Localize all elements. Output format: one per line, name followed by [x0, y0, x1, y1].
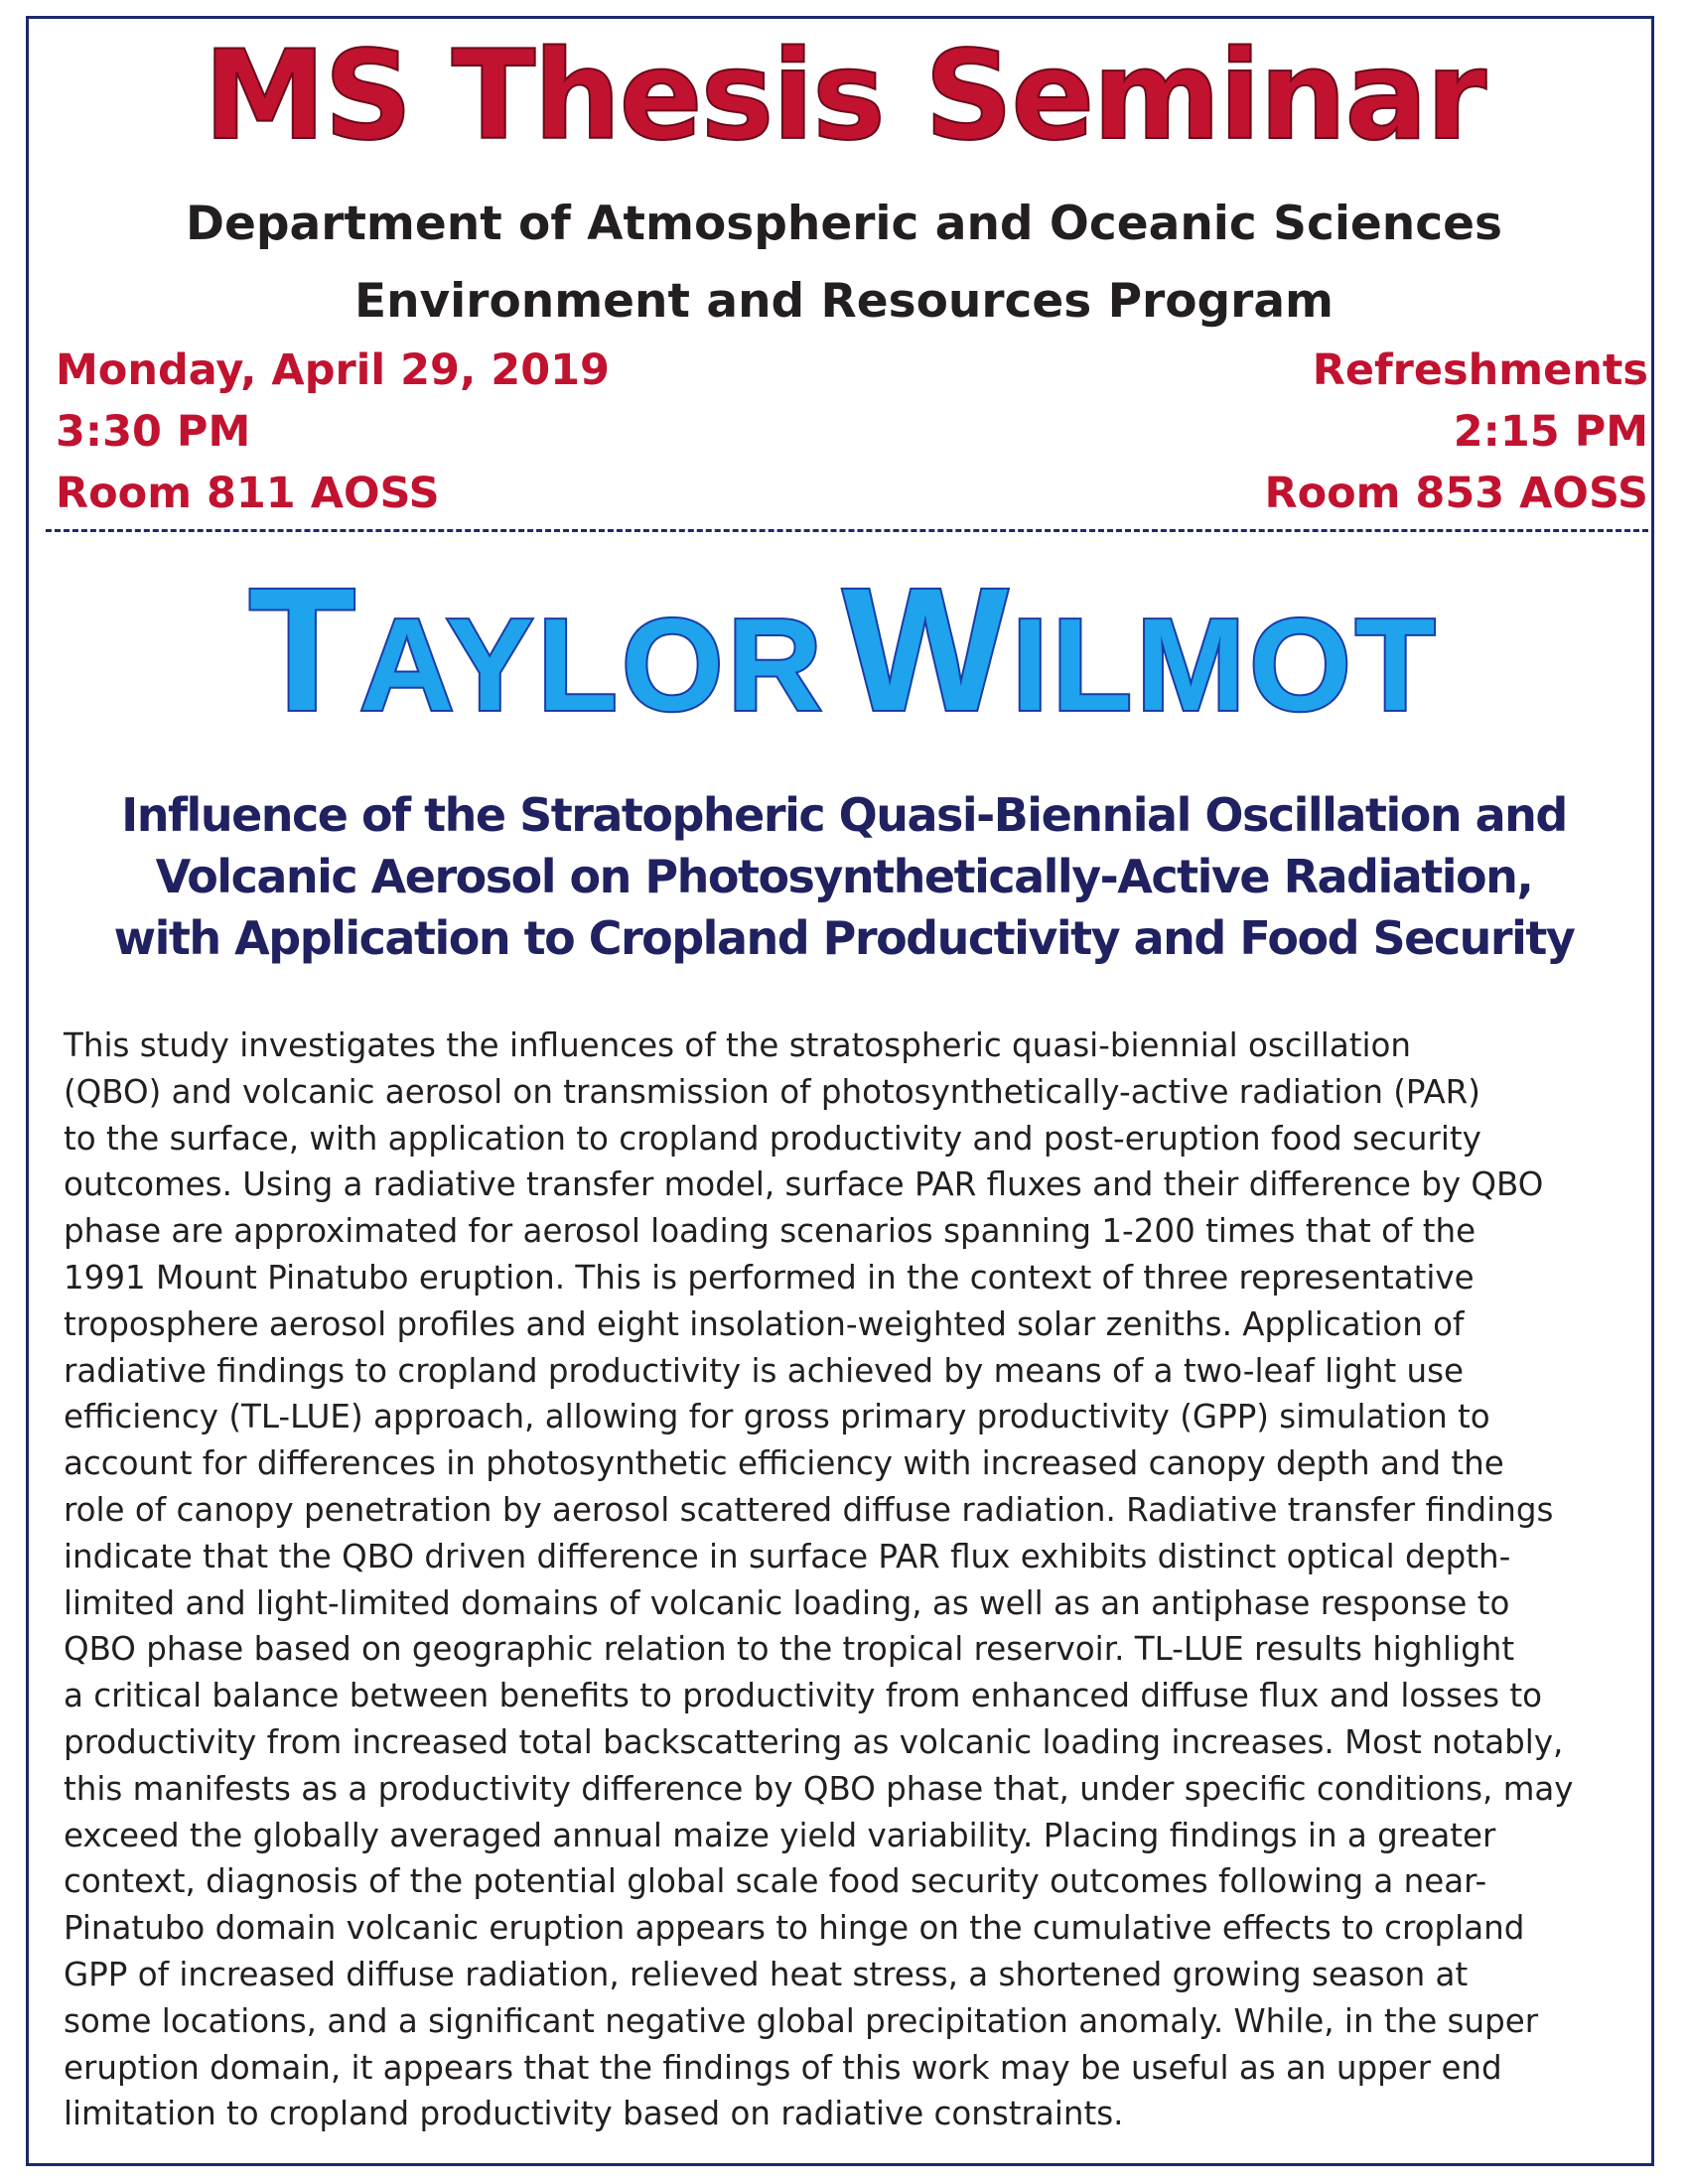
abstract-line: productivity from increased total backscattering as volcanic loading increases. Most notably,: [64, 1722, 1564, 1761]
abstract-line: indicate that the QBO driven difference in surface PAR flux exhibits distinct optical depth-: [64, 1537, 1511, 1575]
abstract-line: this manifests as a productivity difference by QBO phase that, under specific conditions, may: [64, 1769, 1574, 1808]
seminar-time: 3:30 PM: [56, 407, 251, 457]
abstract-line: limited and light-limited domains of volcanic loading, as well as an antiphase response to: [64, 1583, 1510, 1622]
abstract-line: (QBO) and volcanic aerosol on transmission of photosynthetically-active radiation (PAR): [64, 1072, 1480, 1111]
abstract-line: limitation to cropland productivity based on radiative constraints.: [64, 2095, 1124, 2133]
abstract-line: some locations, and a significant negative global precipitation anomaly. While, in the super: [64, 2001, 1539, 2040]
seminar-room: Room 811 AOSS: [56, 469, 440, 518]
abstract-line: radiative findings to cropland productivity is achieved by means of a two-leaf light use: [64, 1351, 1465, 1390]
abstract-line: a critical balance between benefits to productivity from enhanced diffuse flux and losses to: [64, 1677, 1543, 1715]
abstract-line: exceed the globally averaged annual maize yield variability. Placing findings in a greater: [64, 1816, 1496, 1854]
abstract-line: 1991 Mount Pinatubo eruption. This is performed in the context of three representative: [64, 1258, 1475, 1297]
refreshments-label: Refreshments: [1312, 345, 1648, 395]
talk-title: [60, 784, 1628, 969]
talk-title-line: with Application to Cropland Productivity and Food Security: [113, 911, 1575, 965]
abstract-line: to the surface, with application to cropland productivity and post-eruption food security: [64, 1119, 1481, 1158]
abstract-line: This study investigates the influences of the stratospheric quasi-biennial oscillation: [64, 1026, 1411, 1064]
speaker-last-initial: W: [842, 553, 1012, 748]
abstract: [64, 1023, 1652, 2137]
talk-title-line: Volcanic Aerosol on Photosynthetically-Active Radiation,: [155, 850, 1533, 903]
dashed-divider: [46, 529, 1648, 532]
refreshments-time: 2:15 PM: [1453, 407, 1648, 457]
speaker-name: [0, 541, 1688, 759]
abstract-line: context, diagnosis of the potential global scale food security outcomes following a near-: [64, 1862, 1487, 1901]
abstract-line: QBO phase based on geographic relation to the tropical reservoir. TL-LUE results highlight: [64, 1630, 1515, 1669]
abstract-line: outcomes. Using a radiative transfer model, surface PAR fluxes and their difference by QBO: [64, 1165, 1544, 1204]
talk-title-line: Influence of the Stratopheric Quasi-Biennial Oscillation and: [121, 788, 1567, 842]
abstract-line: account for differences in photosynthetic efficiency with increased canopy depth and the: [64, 1444, 1504, 1483]
refreshments-room: Room 853 AOSS: [1264, 469, 1648, 518]
abstract-line: GPP of increased diffuse radiation, relieved heat stress, a shortened growing season at: [64, 1955, 1469, 1993]
seminar-type-title: MS Thesis Seminar: [203, 25, 1485, 168]
abstract-line: eruption domain, it appears that the findings of this work may be useful as an upper end: [64, 2048, 1502, 2087]
speaker-last-rest: ILMOT: [1011, 592, 1440, 738]
program-name: Environment and Resources Program: [353, 274, 1335, 329]
abstract-line: role of canopy penetration by aerosol scattered diffuse radiation. Radiative transfer findings: [64, 1490, 1554, 1529]
abstract-line: phase are approximated for aerosol loading scenarios spanning 1-200 times that of the: [64, 1212, 1477, 1251]
department-name: Department of Atmospheric and Oceanic Sciences: [186, 197, 1502, 251]
speaker-first-rest: AYLOR: [359, 592, 826, 738]
abstract-line: troposphere aerosol profiles and eight insolation-weighted solar zeniths. Application of: [64, 1304, 1465, 1343]
speaker-first-initial: T: [248, 553, 360, 748]
abstract-line: Pinatubo domain volcanic eruption appears to hinge on the cumulative effects to cropland: [64, 1909, 1525, 1948]
abstract-line: efficiency (TL-LUE) approach, allowing for gross primary productivity (GPP) simulation to: [64, 1398, 1490, 1436]
seminar-date: Monday, April 29, 2019: [56, 345, 610, 395]
seminar-details: [56, 340, 610, 524]
refreshments-details: [1264, 340, 1648, 524]
